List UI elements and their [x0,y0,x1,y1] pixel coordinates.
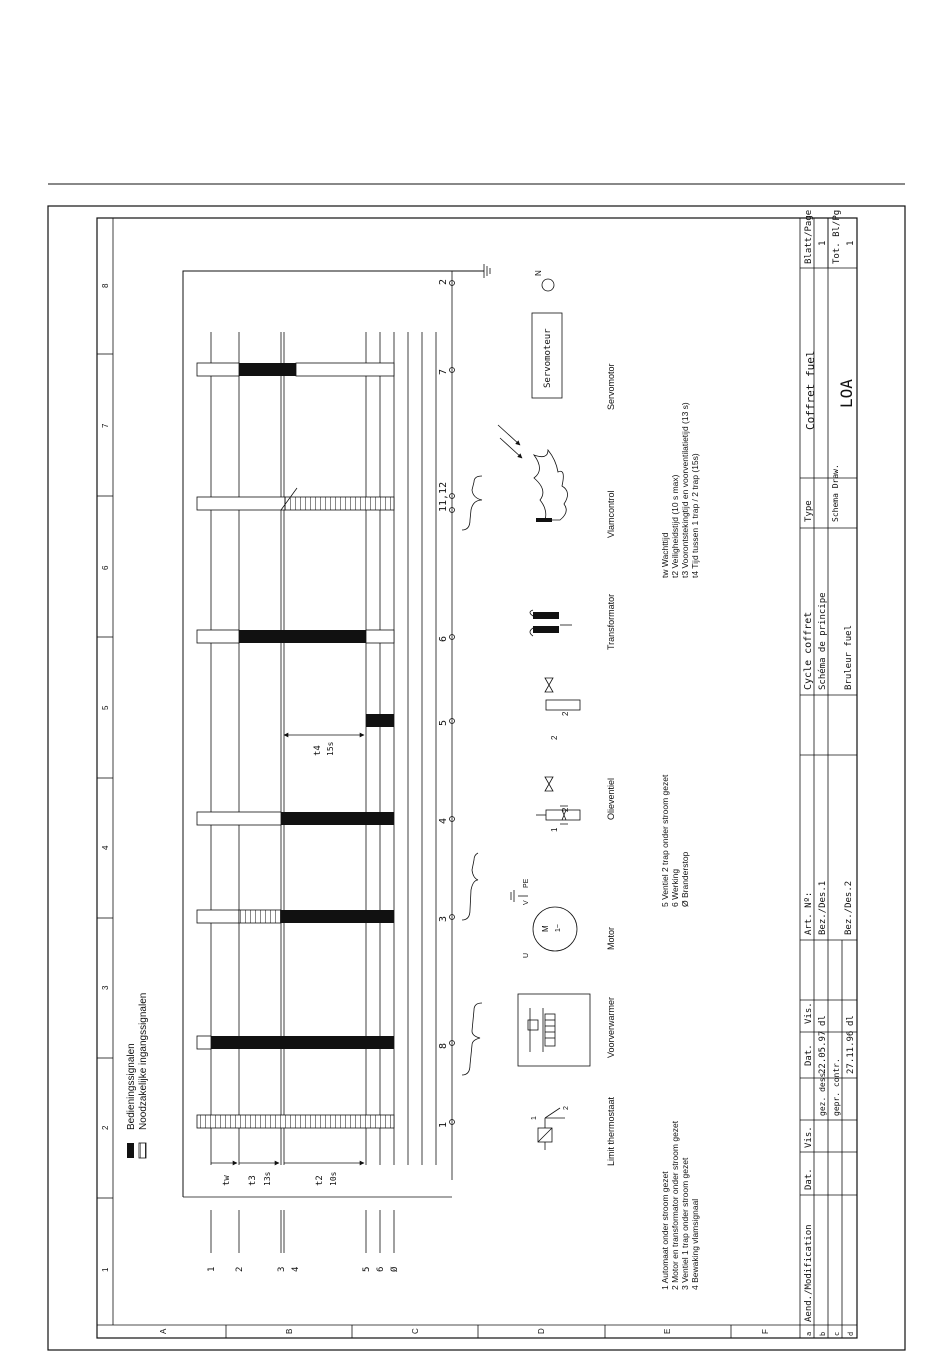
row-label: A [159,1328,168,1334]
caption-motor: Motor [606,926,616,950]
signal-bar-channel-1 [197,1115,394,1128]
svg-text:2: 2 [561,807,570,812]
svg-text:PE: PE [523,878,530,888]
event-label: 4 [291,1266,301,1272]
svg-text:U: U [523,952,530,958]
tb-blatt-value: 1 [818,240,828,246]
tb-type-label: Type [804,500,814,522]
timing-diagram [126,264,490,1272]
column-label: 6 [101,565,110,570]
notes-right [660,402,700,578]
note-line: 6 Werking [670,868,680,907]
tb-schema-label: Schema Draw. [831,464,840,522]
note-line: 5 Ventiel 2 trap onder stroom gezet [660,774,670,907]
event-label: Ø [390,1266,400,1272]
limit-thermostat-icon [531,1106,570,1150]
channel-label: 3 [438,915,449,922]
note-line: tw Wachttijd [660,532,670,578]
tb-art-no: Art. Nº: [804,891,814,935]
note-line: 1 Automaat onder stroom gezet [660,1171,670,1290]
legend [126,993,149,1158]
signal-bar-channel-11-12 [197,488,394,510]
legend-control-signals: Bedieningssignalen [126,1043,137,1130]
tb-blatt-label: Blatt/Page [804,209,814,264]
caption-transformer: Transformator [606,593,616,650]
channel-label: 1 [438,1121,449,1128]
signal-bar-channel-7 [197,363,394,376]
outer-frame [48,206,905,1350]
event-ticks [211,1210,394,1253]
column-label: 3 [101,985,110,990]
frame-row-labels [159,1328,770,1334]
component-symbols [498,270,590,1150]
frame-column-ticks [97,354,113,1198]
channel-label: 8 [438,1042,449,1049]
tb-type-value: Coffret fuel [804,350,817,430]
svg-text:2: 2 [550,735,559,740]
column-label: 4 [101,845,110,850]
svg-text:M: M [541,925,550,932]
tb-gepr-vis: dl [846,1015,856,1026]
grouping-braces [462,476,482,1075]
tb-gez-date: 22.05.97 [818,1030,828,1074]
neutral-icon [534,270,554,291]
timing-label-t4-value: 15s [326,741,335,756]
timing-label-t4: t4 [313,745,323,756]
caption-flame-control: Vlamcontrol [606,490,616,538]
transformer-icon [530,610,572,636]
tb-gez-vis: dl [818,1015,828,1026]
event-label: 6 [376,1266,386,1272]
title-block [800,210,857,1338]
component-captions [606,363,616,1166]
servomoteur-box [532,313,562,398]
signal-bar-channel-8 [197,1036,394,1049]
signal-bar-channel-3 [197,910,394,923]
caption-preheater: Voorverwarmer [606,996,616,1058]
svg-text:1~: 1~ [555,924,562,932]
column-label: 2 [101,1125,110,1130]
legend-required-inputs: Noodzakelijke ingangssignalen [138,992,149,1130]
signal-bar-channel-6 [197,630,394,643]
channel-label: 6 [438,635,449,642]
oil-valve-2-icon [545,678,580,740]
timing-label-t3-value: 13s [263,1171,272,1186]
channel-label: 11,12 [438,481,449,512]
flame-icon [498,425,568,522]
event-label: 5 [362,1266,372,1272]
svg-text:V: V [523,900,530,905]
rev-letter: b [819,1331,827,1336]
oil-valve-1-icon [536,777,580,832]
note-line: 2 Motor en transformator onder stroom gezet [670,1120,680,1290]
channel-label: 5 [438,719,449,726]
tb-gez-dess: gez. dess. [818,1067,827,1116]
svg-text:2: 2 [561,711,570,716]
svg-text:2: 2 [563,1106,570,1110]
notes-left [660,1120,700,1290]
row-label: B [285,1328,294,1334]
timing-label-t2: t2 [315,1175,325,1186]
frame-column-labels [101,283,110,1272]
event-label: 3 [277,1266,287,1272]
caption-servomotor: Servomotor [606,363,616,410]
row-label: E [663,1328,672,1334]
tb-vis-2: Vis. [804,1002,814,1024]
note-line: t4 Tijd tussen 1 trap / 2 trap (15s) [690,453,700,578]
caption-limit-thermostat: Limit thermostaat [606,1096,616,1166]
row-label: C [411,1328,420,1334]
ground-symbol [484,264,490,278]
column-label: 1 [101,1267,110,1272]
row-label: F [761,1329,770,1334]
note-line: t2 Veiligheidstijd (10 s max) [670,474,680,578]
tb-bez1: Bez./Des.1 [818,880,828,935]
channel-label: 7 [438,368,449,375]
timing-label-t2-value: 10s [329,1171,338,1186]
note-line: 4 Bewaking vlamsignaal [690,1198,700,1290]
tb-schema-value: LOA [837,379,856,408]
event-label: 1 [207,1266,217,1272]
tb-gepr-contr: gepr. contr. [832,1058,841,1116]
tb-dat: Dat. [804,1168,814,1190]
preheater-icon [518,994,590,1066]
channel-label: 4 [438,817,449,824]
timing-label-tw: tw [222,1175,232,1186]
rev-letter: d [847,1331,855,1336]
signal-bar-channel-5 [366,714,394,727]
svg-text:1: 1 [531,1116,538,1120]
caption-oil-valve: Olieventiel [606,777,616,820]
neutral-label: N [534,270,543,276]
rev-letter: a [805,1331,813,1336]
note-line: 3 Ventiel 1 trap onder stroom gezet [680,1157,690,1290]
tb-aend-modification: Aend./Modification [804,1224,814,1322]
column-label: 5 [101,705,110,710]
tb-bez1-value: Schéma de principe [818,592,828,690]
timing-arrows [211,735,364,1163]
tb-bez2: Bez./Des.2 [844,880,854,935]
channel-label: 2 [438,278,449,285]
tb-tot-value: 1 [846,240,856,246]
tb-gepr-date: 27.11.96 [846,1030,856,1074]
servomoteur-label: Servomoteur [543,328,553,388]
timing-label-t3: t3 [248,1175,258,1186]
column-label: 7 [101,423,110,428]
tb-vis: Vis. [804,1126,814,1148]
signal-bar-channel-4 [197,812,394,825]
row-label: D [537,1328,546,1334]
motor-icon [511,878,577,958]
tb-dat-2: Dat. [804,1044,814,1066]
note-line: t3 Voorontstekingtijd en voorventilatietijd (13 s) [680,402,690,578]
tb-art-value: Cycle coffret [803,611,814,690]
frame-row-ticks [226,1325,731,1338]
notes-middle [660,774,690,907]
svg-text:1: 1 [550,827,559,832]
rev-letter: c [833,1331,841,1336]
tb-tot-label: Tot. Bl/Pg [832,209,842,264]
event-label: 2 [235,1266,245,1272]
note-line: Ø Branderstop [680,851,690,907]
column-label: 8 [101,283,110,288]
tb-bez2-value: Bruleur fuel [844,624,854,690]
